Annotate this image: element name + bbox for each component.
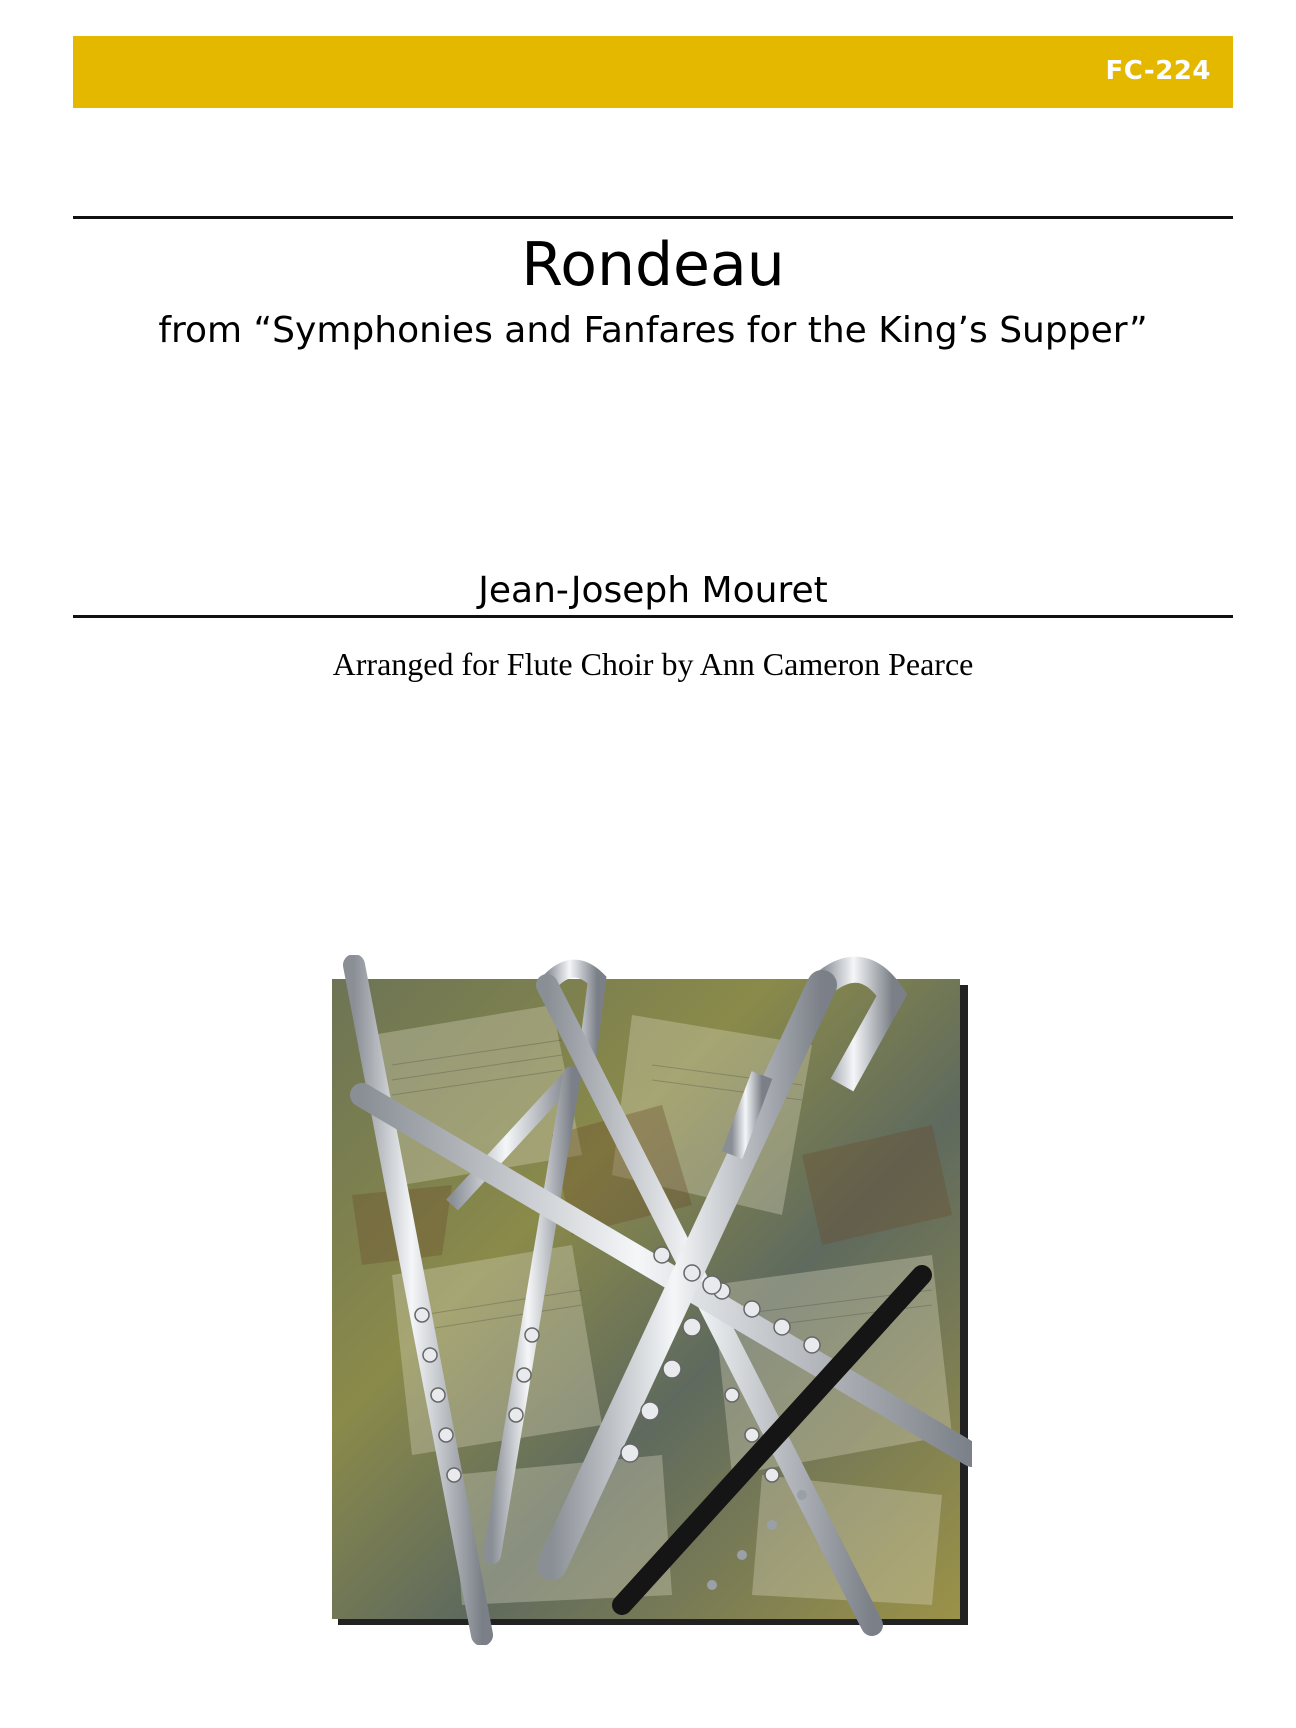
catalog-number: FC-224 xyxy=(1105,56,1211,86)
composer-divider xyxy=(73,615,1233,618)
flutes-collage-illustration xyxy=(332,955,972,1645)
catalog-bar xyxy=(73,36,1233,108)
piece-title: Rondeau xyxy=(521,230,785,300)
composer-name: Jean-Joseph Mouret xyxy=(478,570,828,611)
top-divider xyxy=(73,216,1233,219)
arranger-credit: Arranged for Flute Choir by Ann Cameron Pearce xyxy=(332,646,974,682)
piece-subtitle: from “Symphonies and Fanfares for the King’s Supper” xyxy=(158,310,1148,351)
